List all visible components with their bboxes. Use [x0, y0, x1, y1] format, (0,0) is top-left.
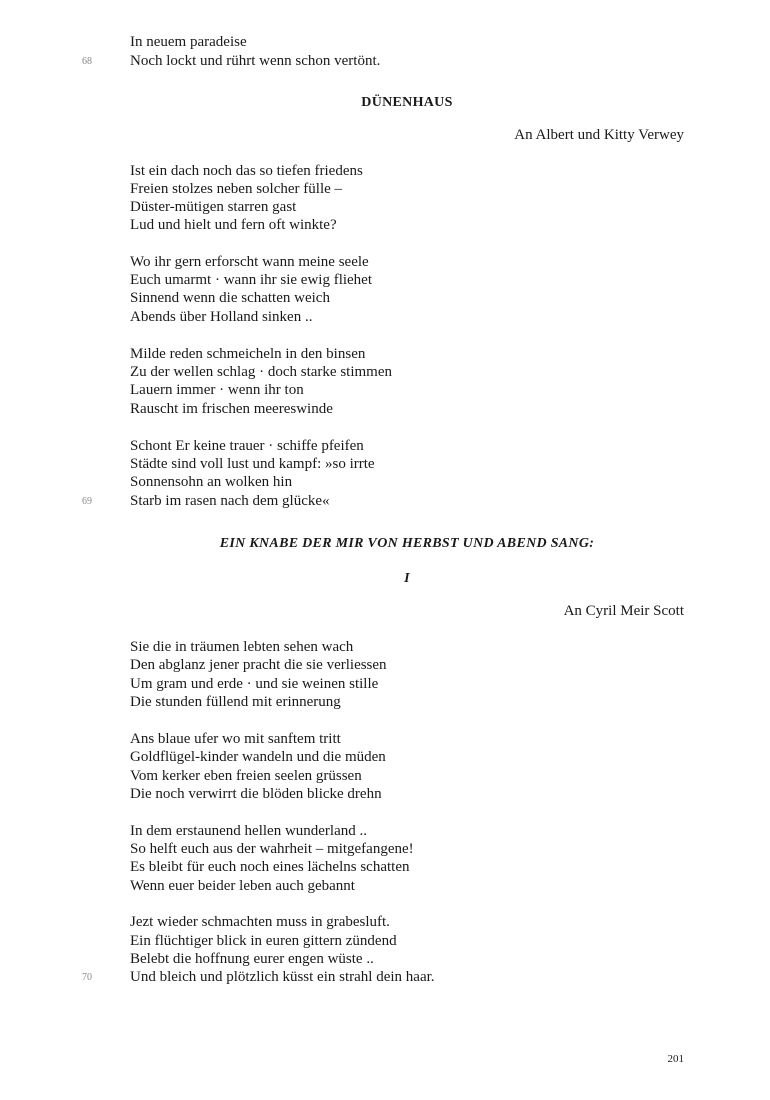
poem-dedication: An Albert und Kitty Verwey: [514, 127, 684, 143]
poem-title: EIN KNABE DER MIR VON HERBST UND ABEND SANG:: [219, 536, 595, 551]
poem-dedication: An Cyril Meir Scott: [563, 603, 684, 619]
poem-line: Euch umarmt · wann ihr sie ewig fliehet: [130, 272, 373, 288]
poem-line: Wenn euer beider leben auch gebannt: [130, 878, 355, 894]
poem-line: Ans blaue ufer wo mit sanftem tritt: [130, 731, 341, 747]
poem-line: So helft euch aus der wahrheit – mitgefangene!: [130, 841, 414, 857]
poem-line: Sie die in träumen lebten sehen wach: [130, 639, 354, 655]
poem-line: Abends über Holland sinken ..: [130, 309, 313, 325]
poem-line: Noch lockt und rührt wenn schon vertönt.: [130, 53, 381, 69]
poem-line: In dem erstaunend hellen wunderland ..: [130, 823, 368, 839]
line-number: 69: [82, 496, 92, 507]
poem-line: Und bleich und plötzlich küsst ein strahl dein haar.: [130, 969, 435, 985]
line-number: 68: [82, 56, 92, 67]
poem-line: Freien stolzes neben solcher fülle –: [130, 181, 343, 197]
poem-line: Die stunden füllend mit erinnerung: [130, 694, 341, 710]
poem-line: Schont Er keine trauer · schiffe pfeifen: [130, 438, 364, 454]
poem-line: Ist ein dach noch das so tiefen friedens: [130, 163, 363, 179]
poem-line: Sonnensohn an wolken hin: [130, 474, 293, 490]
poem-line: Es bleibt für euch noch eines lächelns schatten: [130, 859, 410, 875]
poem-line: Ein flüchtiger blick in euren gittern zündend: [130, 933, 397, 949]
poem-line: Sinnend wenn die schatten weich: [130, 290, 330, 306]
poem-line: Jezt wieder schmachten muss in grabesluft.: [130, 914, 390, 930]
poem-title: DÜNENHAUS: [361, 95, 453, 110]
poem-line: Lauern immer · wenn ihr ton: [130, 382, 304, 398]
poem-line: Die noch verwirrt die blöden blicke drehn: [130, 786, 382, 802]
poem-line: Milde reden schmeicheln in den binsen: [130, 346, 366, 362]
page-number: 201: [667, 1053, 684, 1065]
poem-line: Lud und hielt und fern oft winkte?: [130, 217, 337, 233]
poem-line: Städte sind voll lust und kampf: »so irrte: [130, 456, 375, 472]
section-numeral: I: [404, 571, 410, 586]
line-number: 70: [82, 972, 92, 983]
poem-line: Rauscht im frischen meereswinde: [130, 401, 333, 417]
poem-line: Den abglanz jener pracht die sie verliessen: [130, 657, 387, 673]
poem-line: Vom kerker eben freien seelen grüssen: [130, 768, 362, 784]
poem-line: Wo ihr gern erforscht wann meine seele: [130, 254, 369, 270]
poem-line: Zu der wellen schlag · doch starke stimmen: [130, 364, 393, 380]
poem-line: Um gram und erde · und sie weinen stille: [130, 676, 379, 692]
poem-line: In neuem paradeise: [130, 34, 247, 50]
poem-line: Goldflügel-kinder wandeln und die müden: [130, 749, 386, 765]
poem-line: Starb im rasen nach dem glücke«: [130, 493, 330, 509]
poem-line: Düster-mütigen starren gast: [130, 199, 297, 215]
poem-line: Belebt die hoffnung eurer engen wüste ..: [130, 951, 374, 967]
